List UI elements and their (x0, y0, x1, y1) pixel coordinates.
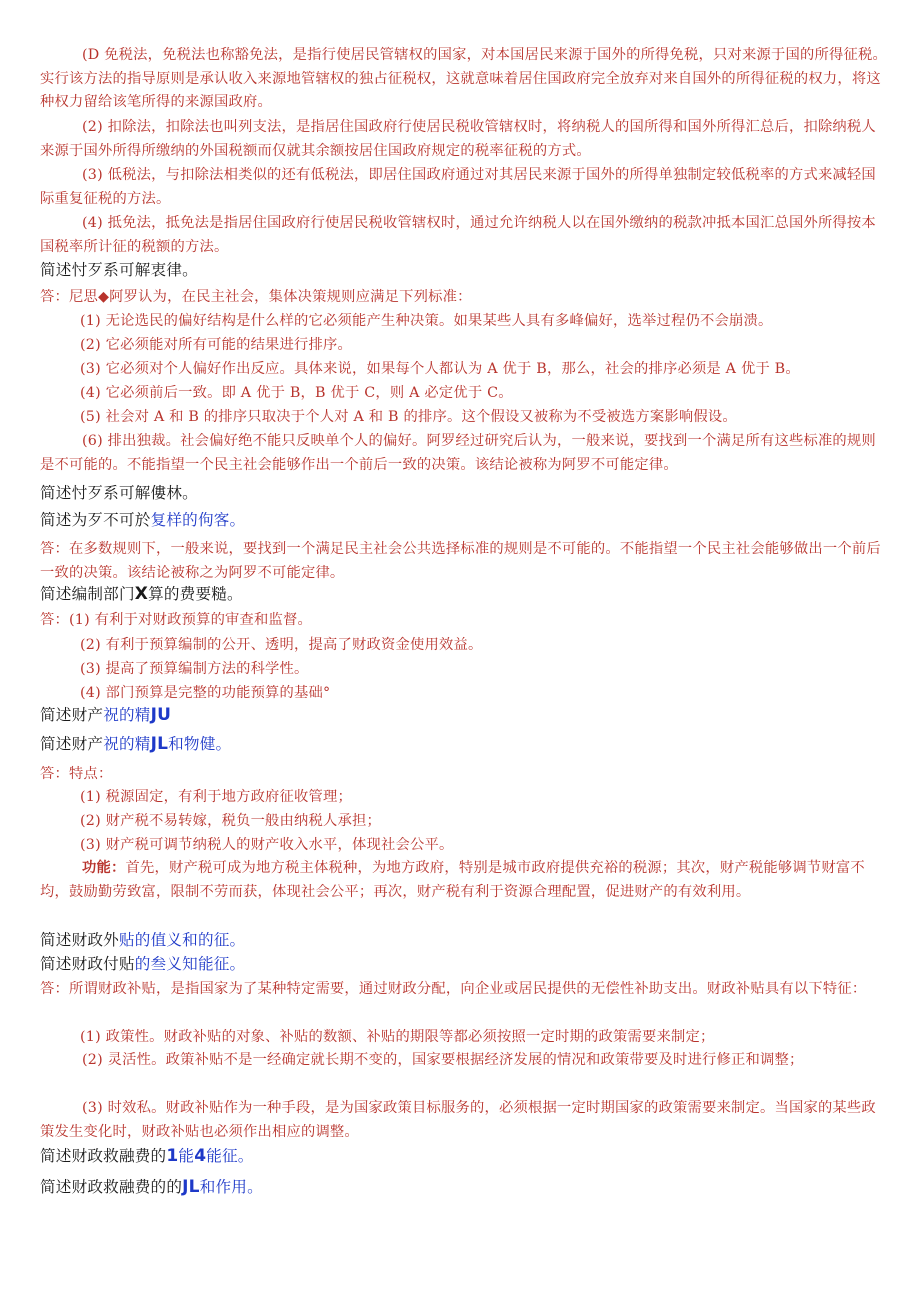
question-text: 简述编制部门 (40, 585, 135, 603)
function-text: 首先，财产税可成为地方税主体税种，为地方政府，特别是城市政府提供充裕的税源；其次，财产税能够调节财富不均，鼓励勤劳致富，限制不劳而获，体现社会公平；再次，财产税有利于资源合理配置，促进财产的有效利用。 (40, 860, 865, 900)
answer-property-item-2: (2) 财产税不易转嫁，税负一般由纳税人承担； (80, 813, 382, 829)
paragraph-deduction-method: (2) 扣除法，扣除法也叫列支法，是指居住国政府行使居民税收管辖权时，将纳税人的国所得和国外所得汇总后，扣除纳税人来源于国外所得所缴纳的外国税额而仅就其余额按居住国政府规定的税率征税的方式。 (40, 119, 876, 159)
question-text-tail: 算的费要糙。 (148, 585, 243, 603)
question-text-blue: 祝的精 (103, 706, 151, 724)
question-department-budget (40, 583, 888, 607)
question-text-blue-tail: 和物健。 (168, 735, 232, 753)
question-property-tax-1 (40, 704, 888, 728)
answer-subsidy-item-3: (3) 时效私。财政补贴作为一种手段，是为国家政策目标服务的，必须根据一定时期国家的政策需要来制定。当国家的某些政策发生变化时，财政补贴也必须作出相应的调整。 (40, 1100, 876, 1140)
answer-arrow-intro: 答：尼思◆阿罗认为，在民主社会，集体决策规则应满足下列标准： (40, 289, 472, 305)
question-glyph: JL (182, 1177, 200, 1197)
answer-subsidy-item-2: (2) 灵活性。政策补贴不是一经确定就长期不变的，国家要根据经济发展的情况和政策带要及时进行修正和调整； (82, 1052, 804, 1068)
question-fiscal-financing-1 (40, 1145, 888, 1169)
answer-budget-item-1: 答：(1) 有利于对财政预算的审查和监督。 (40, 612, 313, 628)
answer-budget-item-4: (4) 部门预算是完整的功能预算的基础° (80, 685, 331, 701)
answer-property-function (40, 857, 888, 904)
question-property-tax-2 (40, 733, 888, 757)
question-text-blue: 复样的佝客。 (150, 511, 246, 529)
answer-budget-item-3: (3) 提高了预算编制方法的科学性。 (80, 661, 309, 677)
paragraph-low-rate-method: (3) 低税法，与扣除法相类似的还有低税法，即居住国政府通过对其居民来源于国外的所得单独制定较低税率的方式来减轻国际重复征税的方法。 (40, 167, 876, 207)
question-text-blue: 祝的精 (103, 735, 151, 753)
answer-arrow-item-3: (3) 它必须对个人偏好作出反应。具体来说，如果每个人都认为 A 优于 B，那么，社会的排序必须是 A 优于 B。 (80, 361, 800, 377)
function-label: 功能： (82, 860, 126, 876)
answer-property-item-1: (1) 税源固定，有利于地方政府征收管理； (80, 789, 353, 805)
question-text-blue: 的叁义知能征。 (134, 955, 246, 973)
question-text-blue: 能 (178, 1147, 195, 1165)
question-fiscal-subsidy-2 (40, 953, 888, 977)
question-arrow-theorem-3 (40, 509, 888, 533)
answer-property-item-3: (3) 财产税可调节纳税人的财产收入水平，体现社会公平。 (80, 837, 454, 853)
answer-arrow-item-5: (5) 社会对 A 和 B 的排序只取决于个人对 A 和 B 的排序。这个假设又被称为不受被选方案影响假设。 (80, 409, 737, 425)
answer-arrow-item-2: (2) 它必须能对所有可能的结果进行排序。 (80, 337, 353, 353)
question-text: 简述财政付贴 (40, 955, 135, 973)
question-arrow-theorem: 简述忖歹系可解衷律。 (40, 261, 198, 279)
paragraph-credit-method: (4) 抵免法，抵免法是指居住国政府行使居民税收管辖权时，通过允许纳税人以在国外缴纳的税款冲抵本国汇总国外所得按本国税率所计征的税额的方法。 (40, 215, 876, 255)
answer-subsidy-item-1: (1) 政策性。财政补贴的对象、补贴的数额、补贴的期限等都必须按照一定时期的政策需要来制定； (80, 1029, 715, 1045)
question-text: 简述财政救融费的 (40, 1147, 167, 1165)
question-glyph: JU (150, 705, 172, 725)
question-text: 简述财政救融费的的 (40, 1178, 183, 1196)
question-fiscal-subsidy-1 (40, 929, 888, 953)
answer-arrow-item-1: (1) 无论选民的偏好结构是什么样的它必须能产生种决策。如果某些人具有多峰偏好，选举过程仍不会崩溃。 (80, 313, 773, 329)
answer-subsidy-intro: 答：所谓财政补贴，是指国家为了某种特定需要，通过财政分配，向企业或居民提供的无偿性补助支出。财政补贴具有以下特征： (40, 981, 867, 997)
answer-property-label: 答：特点： (40, 766, 113, 782)
question-fiscal-financing-2 (40, 1176, 888, 1200)
question-arrow-theorem-2: 简述忖歹系可解僂林。 (40, 484, 198, 502)
question-text-blue: 和作用。 (199, 1178, 263, 1196)
answer-arrow-item-4: (4) 它必须前后一致。即 A 优于 B，B 优于 C，则 A 必定优于 C。 (80, 385, 513, 401)
question-glyph: X (134, 584, 149, 604)
answer-budget-item-2: (2) 有利于预算编制的公开、透明，提高了财政资金使用效益。 (80, 637, 483, 653)
question-text: 简述财产 (40, 735, 104, 753)
question-text-blue: 贴的值义和的征。 (118, 931, 246, 949)
question-text: 简述为歹不可於 (40, 511, 151, 529)
question-glyph-2: 4 (194, 1146, 207, 1166)
question-text-blue-tail: 能征。 (206, 1147, 254, 1165)
question-glyph: JL (150, 734, 169, 754)
paragraph-exemption-method: (D 免税法，免税法也称豁免法，是指行使居民管辖权的国家，对本国居民来源于国外的所得免税，只对来源于国的所得征税。实行该方法的指导原则是承认收入来源地管辖权的独占征税权，这就意味着居住国政府完全放弃对来自国外的所得征税的权力，将这种权力留给该笔所得的来源国政府。 (40, 47, 888, 111)
question-glyph: 1 (166, 1146, 179, 1166)
question-text: 简述财政外 (40, 931, 119, 949)
answer-arrow-short: 答：在多数规则下，一般来说，要找到一个满足民主社会公共选择标准的规则是不可能的。不能指望一个民主社会能够做出一个前后一致的决策。该结论被称之为阿罗不可能定律。 (40, 541, 881, 581)
answer-arrow-item-6: (6) 排出独裁。社会偏好绝不能只反映单个人的偏好。阿罗经过研究后认为，一般来说，要找到一个满足所有这些标准的规则是不可能的。不能指望一个民主社会能够作出一个前后一致的决策。该结论被称为阿罗不可能定律。 (40, 433, 876, 473)
question-text: 简述财产 (40, 706, 104, 724)
